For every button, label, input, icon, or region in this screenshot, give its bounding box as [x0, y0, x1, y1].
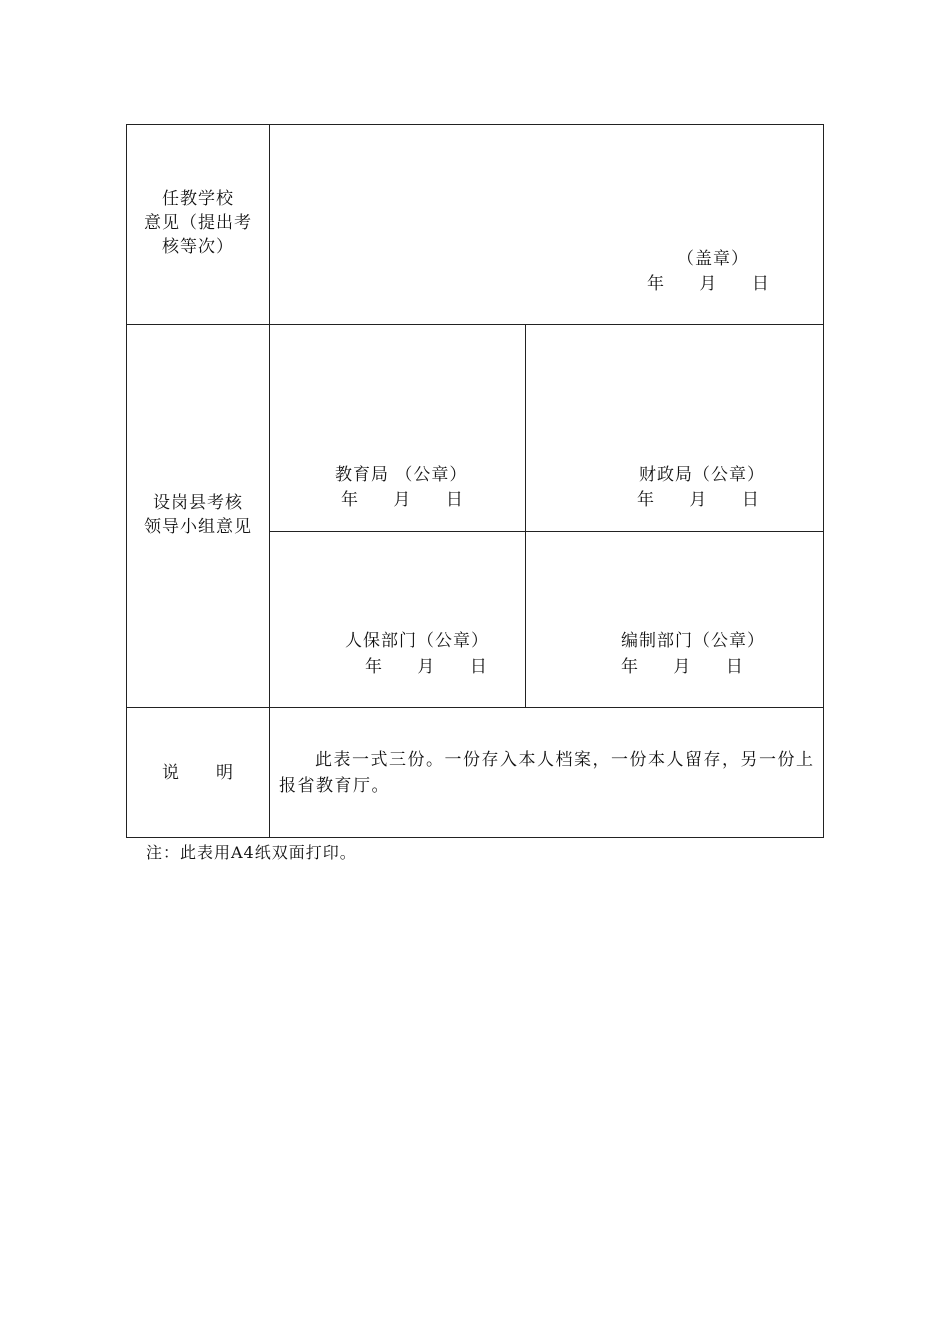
label-column-divider: [269, 125, 270, 837]
date-year: 年: [365, 657, 383, 677]
finance-bureau-date: [637, 488, 760, 512]
date-month: 月: [673, 657, 692, 677]
finance-bureau-title: 财政局（公章）: [639, 465, 765, 485]
explanation-text: 此表一式三份。一份存入本人档案，一份本人留存，另一份上报省教育厅。: [279, 750, 815, 796]
county-grid-vertical-divider: [525, 324, 526, 707]
date-month: 月: [417, 657, 436, 677]
date-day: 日: [725, 657, 744, 677]
date-month: 月: [393, 490, 412, 510]
county-grid-horizontal-divider: [269, 531, 823, 532]
county-group-label-line: 领导小组意见: [144, 517, 252, 537]
county-group-label-line: 设岗县考核: [153, 493, 243, 513]
hr-dept-date: [365, 655, 488, 679]
date-year: 年: [341, 490, 359, 510]
staffing-dept-date: [621, 655, 744, 679]
education-bureau-date: [341, 488, 464, 512]
date-year: 年: [637, 490, 655, 510]
date-day: 日: [469, 657, 488, 677]
school-opinion-label: [127, 187, 269, 259]
footnote: 注：此表用A4纸双面打印。: [146, 843, 357, 862]
row-divider-1: [127, 324, 823, 325]
explanation-label: 说 明: [162, 763, 234, 783]
assessment-form-table: [126, 124, 824, 838]
row-divider-2: [127, 707, 823, 708]
school-seal-text: （盖章）: [677, 249, 749, 269]
school-date: [647, 272, 770, 296]
date-day: 日: [751, 274, 770, 294]
hr-dept-title: 人保部门（公章）: [345, 631, 489, 651]
county-group-label: [127, 491, 269, 539]
school-opinion-label-line: 意见（提出考: [144, 213, 252, 233]
date-day: 日: [445, 490, 464, 510]
date-day: 日: [741, 490, 760, 510]
staffing-dept-title: 编制部门（公章）: [621, 631, 765, 651]
education-bureau-title: 教育局 （公章）: [335, 465, 468, 485]
date-year: 年: [647, 274, 665, 294]
school-opinion-label-line: 任教学校: [162, 189, 234, 209]
school-opinion-label-line: 核等次）: [162, 237, 234, 257]
date-month: 月: [699, 274, 718, 294]
date-month: 月: [689, 490, 708, 510]
date-year: 年: [621, 657, 639, 677]
